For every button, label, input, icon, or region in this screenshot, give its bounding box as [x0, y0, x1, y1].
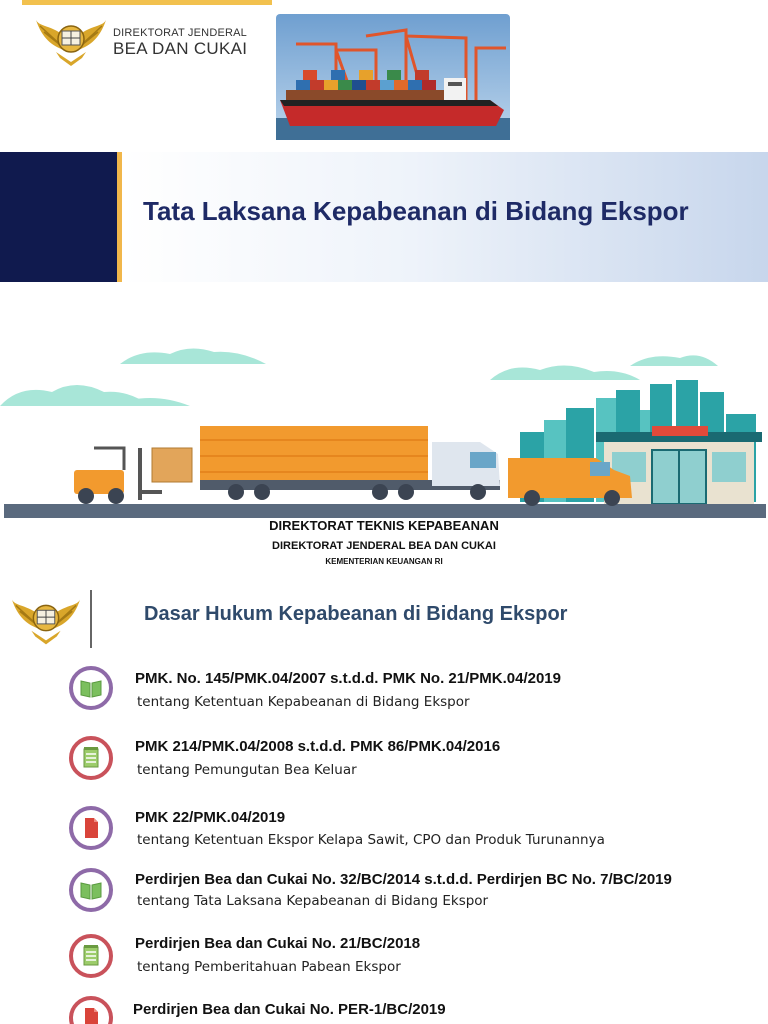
logo-agency-text: BEA DAN CUKAI — [113, 39, 248, 58]
banner-navy-block — [0, 152, 117, 282]
regulation-title: Perdirjen Bea dan Cukai No. 32/BC/2014 s.t.d.d. Perdirjen BC No. 7/BC/2019 — [135, 871, 672, 888]
customs-emblem-logo-small — [10, 590, 82, 650]
section-title: Dasar Hukum Kepabeanan di Bidang Ekspor — [144, 603, 568, 625]
book-icon — [69, 868, 113, 912]
customs-emblem-logo — [34, 12, 108, 70]
book-icon — [69, 666, 113, 710]
slide-title: Tata Laksana Kepabeanan di Bidang Ekspor — [143, 196, 689, 226]
regulation-subtitle: tentang Tata Laksana Kepabeanan di Bidang Ekspor — [137, 893, 489, 909]
footer-directorate-general: DIREKTORAT JENDERAL BEA DAN CUKAI — [272, 540, 496, 552]
regulation-title: Perdirjen Bea dan Cukai No. PER-1/BC/2019 — [133, 1001, 446, 1018]
regulation-title: PMK. No. 145/PMK.04/2007 s.t.d.d. PMK No. 21/PMK.04/2019 — [135, 670, 561, 687]
regulation-title: PMK 214/PMK.04/2008 s.t.d.d. PMK 86/PMK.04/2016 — [135, 738, 501, 755]
regulation-title: PMK 22/PMK.04/2019 — [135, 809, 286, 826]
notepad-icon — [69, 934, 113, 978]
header-divider — [90, 590, 92, 648]
regulation-subtitle: tentang Pemungutan Bea Keluar — [137, 762, 357, 778]
regulation-subtitle: tentang Pemberitahuan Pabean Ekspor — [137, 959, 401, 975]
footer-ministry: KEMENTERIAN KEUANGAN RI — [325, 557, 443, 566]
regulation-subtitle: tentang Ketentuan Kepabeanan di Bidang Ekspor — [137, 694, 470, 710]
regulation-subtitle: tentang Ketentuan Ekspor Kelapa Sawit, CPO dan Produk Turunannya — [137, 832, 605, 848]
container-ship-photo — [276, 14, 510, 140]
regulation-title: Perdirjen Bea dan Cukai No. 21/BC/2018 — [135, 935, 421, 952]
document-icon — [69, 806, 113, 850]
logo-directorate-text: DIREKTORAT JENDERAL — [113, 27, 247, 39]
notepad-icon — [69, 736, 113, 780]
logistics-illustration — [0, 340, 768, 520]
document-icon — [69, 996, 113, 1024]
top-accent-line — [22, 0, 272, 5]
legal-basis-slide — [0, 578, 768, 1024]
footer-directorate: DIREKTORAT TEKNIS KEPABEANAN — [269, 518, 499, 533]
